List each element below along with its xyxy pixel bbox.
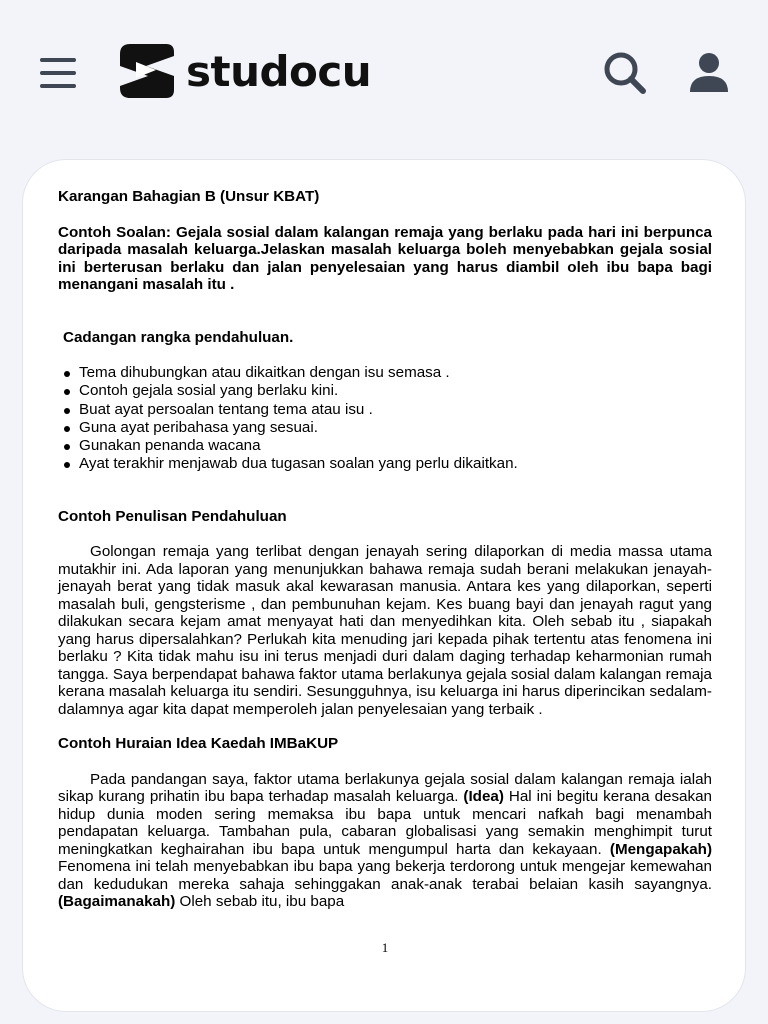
intro-paragraph: Golongan remaja yang terlibat dengan jenayah sering dilaporkan di media massa utama mutakhir ini. Ada laporan yang menunjukkan bahawa remaja sudah berani melakukan jenayah-jenayah berat yang tidak masuk akal kewarasan manusia. Antara kes yang dilaporkan, seperti masalah buli, gengsterisme , dan pembunuhan kejam. Kes buang bayi dan jenayah ragut yang dilakukan secara kejam amat menyayat hati dan menyedihkan kita. Oleh sebab itu , siapakah yang harus dipersalahkan? Perlukah kita menuding jari kepada pihak tertentu atas fenomena ini berlaku ? Kita tidak mahu isu ini terus menjadi duri dalam daging terhadap keharmonian rumah tangga. Saya berpendapat bahawa faktor utama berlakunya gejala sosial dalam kalangan remaja kerana masalah keluarga itu sendiri. Sesungguhnya, isu keluarga ini harus diperincikan sedalam-dalamnya agar kita dapat memperoleh jalan penyelesaian yang terbaik . [58,543,712,718]
list-item: Gunakan penanda wacana [62,437,712,455]
idea-tag: (Idea) [463,788,504,806]
huraian-text: Hal ini begitu kerana desakan hidup dunia moden sering memaksa ibu bapa untuk mencari nafkah bagi menambah pendapatan keluarga. Tambahan pula, cabaran globalisasi yang semakin menghimpit turut meningkatkan keghairahan ibu bapa untuk mengumpul harta dan kekayaan. [58,788,712,858]
search-icon[interactable] [602,50,648,96]
huraian-paragraph [58,771,712,911]
document-title: Karangan Bahagian B (Unsur KBAT) [58,188,320,205]
question-text: Contoh Soalan: Gejala sosial dalam kalangan remaja yang berlaku pada hari ini berpunca daripada masalah keluarga.Jelaskan masalah keluarga boleh menyebabkan gejala sosial ini berterusan berlaku dan jalan penyelesaian yang harus diambil oleh ibu bapa bagi menangani masalah itu . [58,223,712,293]
bagaimanakah-tag: (Bagaimanakah) [58,893,176,911]
hamburger-menu-icon[interactable] [40,58,76,88]
studocu-logo[interactable] [116,42,371,100]
user-profile-icon[interactable] [688,52,730,94]
list-item: Tema dihubungkan atau dikaitkan dengan isu semasa . [62,364,712,382]
outline-heading: Cadangan rangka pendahuluan. [63,328,294,346]
list-item: Guna ayat peribahasa yang sesuai. [62,419,712,437]
document-content [58,188,712,911]
mengapakah-tag: (Mengapakah) [609,840,712,858]
huraian-text: Oleh sebab itu, ibu bapa [175,893,345,911]
list-item: Contoh gejala sosial yang berlaku kini. [62,382,712,400]
huraian-text: Pada pandangan saya, faktor utama berlakunya gejala sosial dalam kalangan remaja ialah sikap kurang prihatin ibu bapa terhadap masalah keluarga. [58,770,712,806]
huraian-heading: Contoh Huraian Idea Kaedah IMBaKUP [58,735,339,753]
page-number: 1 [381,940,389,955]
list-item: Ayat terakhir menjawab dua tugasan soalan yang perlu dikaitkan. [62,455,712,473]
list-item: Buat ayat persoalan tentang tema atau isu . [62,401,712,419]
logo-text: studocu [186,46,372,96]
huraian-text: Fenomena ini telah menyebabkan ibu bapa yang bekerja terdorong untuk mengejar kemewahan dan kedudukan mereka sahaja sehinggakan anak-anak terabai belaian kasih sayangnya. [58,858,712,893]
document-page [22,159,746,1012]
outline-list [62,364,712,474]
studocu-logo-mark [116,42,178,100]
top-bar [0,0,768,140]
intro-heading: Contoh Penulisan Pendahuluan [58,507,287,525]
